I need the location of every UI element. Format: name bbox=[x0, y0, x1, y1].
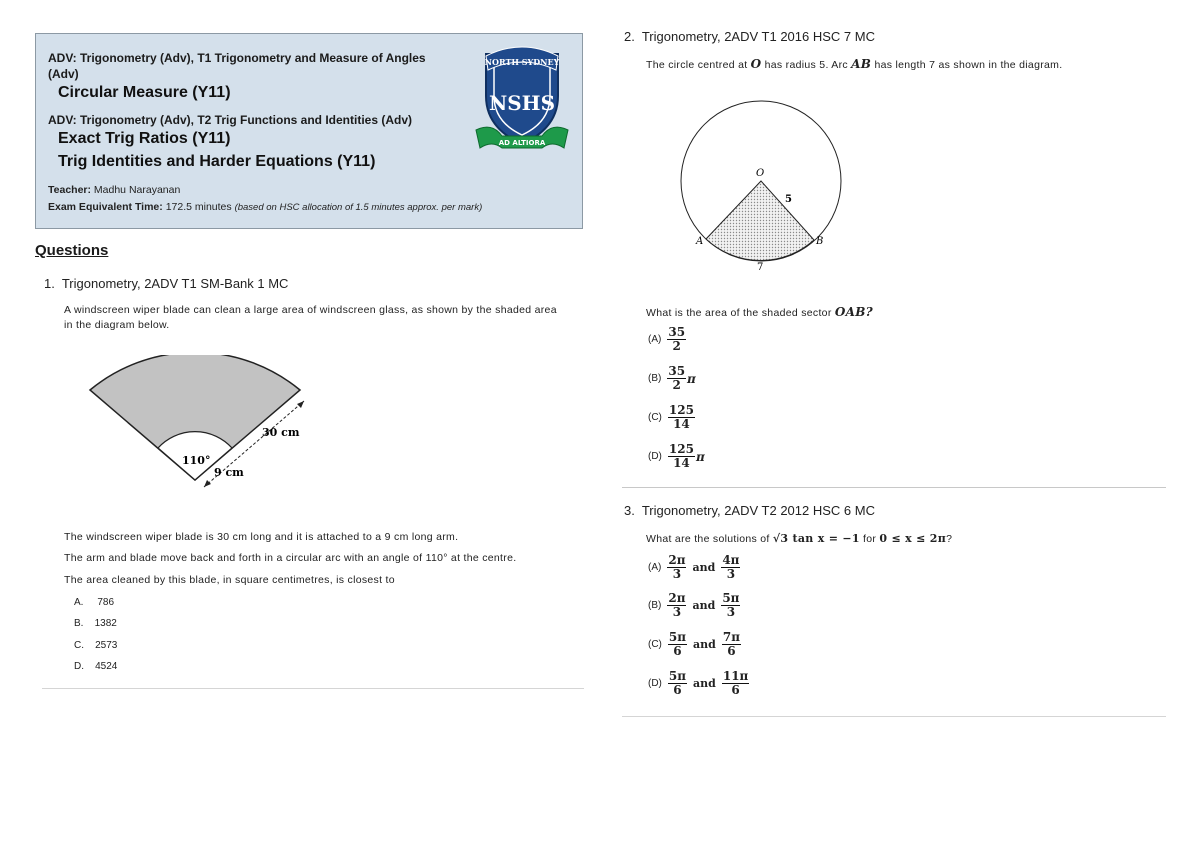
q1-text-line2: in the diagram below. bbox=[64, 319, 170, 331]
label-arc: 7 bbox=[757, 262, 764, 273]
q3-option-d-letter: (D) bbox=[648, 678, 662, 689]
exam-time-note: (based on HSC allocation of 1.5 minutes approx. per mark) bbox=[234, 202, 483, 213]
label-a: A bbox=[696, 236, 704, 247]
wiper-blade-label: 30 cm bbox=[262, 426, 300, 439]
label-radius: 5 bbox=[785, 194, 792, 205]
q1-title-text: Trigonometry, 2ADV T1 SM-Bank 1 MC bbox=[61, 276, 289, 291]
q2-option-b-fraction: $\frac{35}{2}$ bbox=[668, 364, 686, 392]
q3-text-b: for bbox=[863, 533, 877, 545]
q3-title bbox=[624, 503, 875, 518]
wiper-arm-label: 9 cm bbox=[214, 466, 244, 479]
topic2-heading: ADV: Trigonometry (Adv), T2 Trig Functions and Identities (Adv) bbox=[48, 113, 413, 127]
q3-question bbox=[646, 532, 952, 545]
exam-time-label: Exam Equivalent Time: bbox=[48, 201, 163, 213]
questions-heading: Questions bbox=[35, 242, 109, 259]
q2-title-text: Trigonometry, 2ADV T1 2016 HSC 7 MC bbox=[641, 29, 875, 44]
q1-option-d-value: 4524 bbox=[95, 661, 118, 672]
q2-option-b-pi: π bbox=[687, 371, 696, 386]
q3-option-a[interactable] bbox=[648, 554, 740, 581]
wiper-angle-label: 110° bbox=[182, 454, 211, 467]
q3-option-c-frac1: $\frac{5\pi}{6}$ bbox=[668, 630, 687, 658]
q3-divider bbox=[622, 716, 1166, 717]
crest-top-text: NORTH SYDNEY bbox=[484, 57, 560, 67]
q2-option-b[interactable] bbox=[648, 365, 696, 392]
q1-option-c-letter: C. bbox=[74, 640, 84, 651]
q1-text2: The windscreen wiper blade is 30 cm long and it is attached to a 9 cm long arm. bbox=[64, 531, 459, 543]
teacher-label: Teacher: bbox=[48, 184, 91, 196]
q2-text bbox=[646, 57, 1062, 71]
q2-option-b-letter: (B) bbox=[648, 373, 662, 384]
q3-text-a: What are the solutions of bbox=[646, 533, 770, 545]
q3-option-c-and: and bbox=[693, 638, 716, 651]
q3-domain: 0 ≤ x ≤ 2π bbox=[879, 532, 947, 545]
wiper-arrow-head bbox=[297, 401, 304, 408]
teacher-line bbox=[48, 184, 180, 196]
label-o: O bbox=[756, 168, 765, 179]
topic1-heading-cont: (Adv) bbox=[48, 67, 79, 81]
q3-option-b[interactable] bbox=[648, 592, 740, 619]
q2-text-c: has length 7 as shown in the diagram. bbox=[874, 59, 1063, 71]
q2-sym-ab: AB bbox=[851, 57, 872, 71]
q2-option-c-fraction: $\frac{125}{14}$ bbox=[668, 403, 694, 431]
q1-text-line1: A windscreen wiper blade can clean a large area of windscreen glass, as shown by the shaded area bbox=[64, 304, 557, 316]
circle-sector-diagram bbox=[672, 96, 852, 276]
exam-time-value: 172.5 minutes bbox=[165, 201, 232, 213]
q2-option-d-pi: π bbox=[695, 449, 705, 464]
q1-divider bbox=[42, 688, 584, 689]
q3-option-d-and: and bbox=[693, 677, 716, 690]
q3-option-b-frac1: $\frac{2\pi}{3}$ bbox=[668, 591, 686, 619]
q1-option-d[interactable] bbox=[74, 661, 117, 672]
q2-option-a-fraction: $\frac{35}{2}$ bbox=[668, 325, 686, 353]
q2-title bbox=[624, 29, 875, 44]
exam-time-line bbox=[48, 201, 482, 213]
subtopic-exact-trig: Exact Trig Ratios (Y11) bbox=[58, 130, 231, 147]
q1-title bbox=[44, 276, 288, 291]
q1-option-a[interactable] bbox=[74, 597, 114, 608]
q3-option-c[interactable] bbox=[648, 631, 741, 658]
q3-equation: √3 tan x = −1 bbox=[772, 532, 860, 545]
q2-option-d[interactable] bbox=[648, 443, 705, 470]
subtopic-circular-measure: Circular Measure (Y11) bbox=[58, 84, 231, 101]
q3-option-a-letter: (A) bbox=[648, 562, 662, 573]
q3-title-text: Trigonometry, 2ADV T2 2012 HSC 6 MC bbox=[641, 503, 875, 518]
q2-option-d-fraction: $\frac{125}{14}$ bbox=[668, 442, 694, 470]
q3-option-d-frac2: $\frac{11\pi}{6}$ bbox=[722, 669, 749, 697]
q2-question-text: What is the area of the shaded sector bbox=[646, 307, 832, 319]
q1-text3: The arm and blade move back and forth in a circular arc with an angle of 110° at the centre. bbox=[64, 552, 517, 564]
q1-number: 1. bbox=[44, 276, 55, 291]
label-b: B bbox=[816, 236, 824, 247]
q3-option-b-frac2: $\frac{5\pi}{3}$ bbox=[722, 591, 740, 619]
q3-text-c: ? bbox=[946, 533, 953, 545]
crest-motto: AD ALTIORA bbox=[498, 139, 546, 147]
topic-header-box bbox=[35, 33, 583, 229]
q1-option-b-letter: B. bbox=[74, 618, 84, 629]
q3-option-a-and: and bbox=[692, 561, 716, 574]
q3-option-a-frac1: $\frac{2\pi}{3}$ bbox=[668, 553, 686, 581]
topic1-heading: ADV: Trigonometry (Adv), T1 Trigonometry and Measure of Angles bbox=[48, 51, 426, 65]
q3-option-c-frac2: $\frac{7\pi}{6}$ bbox=[722, 630, 740, 658]
q1-option-b-value: 1382 bbox=[94, 618, 117, 629]
q2-text-b: has radius 5. Arc bbox=[764, 59, 848, 71]
q2-option-d-letter: (D) bbox=[648, 451, 662, 462]
q2-question-sym: OAB? bbox=[834, 305, 873, 319]
wiper-diagram bbox=[80, 355, 320, 495]
q3-option-b-letter: (B) bbox=[648, 600, 662, 611]
q3-option-d-frac1: $\frac{5\pi}{6}$ bbox=[668, 669, 687, 697]
q3-option-c-letter: (C) bbox=[648, 639, 662, 650]
q1-option-d-letter: D. bbox=[74, 661, 84, 672]
q1-option-c-value: 2573 bbox=[95, 640, 118, 651]
teacher-name: Madhu Narayanan bbox=[93, 184, 181, 196]
q1-option-a-value: 786 bbox=[97, 597, 115, 608]
q2-option-c[interactable] bbox=[648, 404, 695, 431]
q1-option-a-letter: A. bbox=[74, 597, 84, 608]
school-crest-logo bbox=[472, 44, 572, 156]
q3-option-b-and: and bbox=[692, 599, 716, 612]
q1-text4: The area cleaned by this blade, in square centimetres, is closest to bbox=[64, 574, 395, 586]
q2-sym-o: O bbox=[750, 57, 762, 71]
q2-question bbox=[646, 305, 873, 319]
q1-option-c[interactable] bbox=[74, 640, 117, 651]
q2-option-a-letter: (A) bbox=[648, 334, 662, 345]
crest-monogram: NSHS bbox=[488, 91, 556, 115]
q3-option-a-frac2: $\frac{4\pi}{3}$ bbox=[722, 553, 740, 581]
q2-option-c-letter: (C) bbox=[648, 412, 662, 423]
q2-number: 2. bbox=[624, 29, 635, 44]
q3-number: 3. bbox=[624, 503, 635, 518]
q1-option-b[interactable] bbox=[74, 618, 117, 629]
subtopic-trig-identities: Trig Identities and Harder Equations (Y11) bbox=[58, 153, 376, 170]
q2-divider bbox=[622, 487, 1166, 488]
q3-option-d[interactable] bbox=[648, 670, 749, 697]
wiper-arrow-tail bbox=[204, 480, 211, 487]
q2-option-a[interactable] bbox=[648, 326, 686, 353]
q2-text-a: The circle centred at bbox=[646, 59, 748, 71]
